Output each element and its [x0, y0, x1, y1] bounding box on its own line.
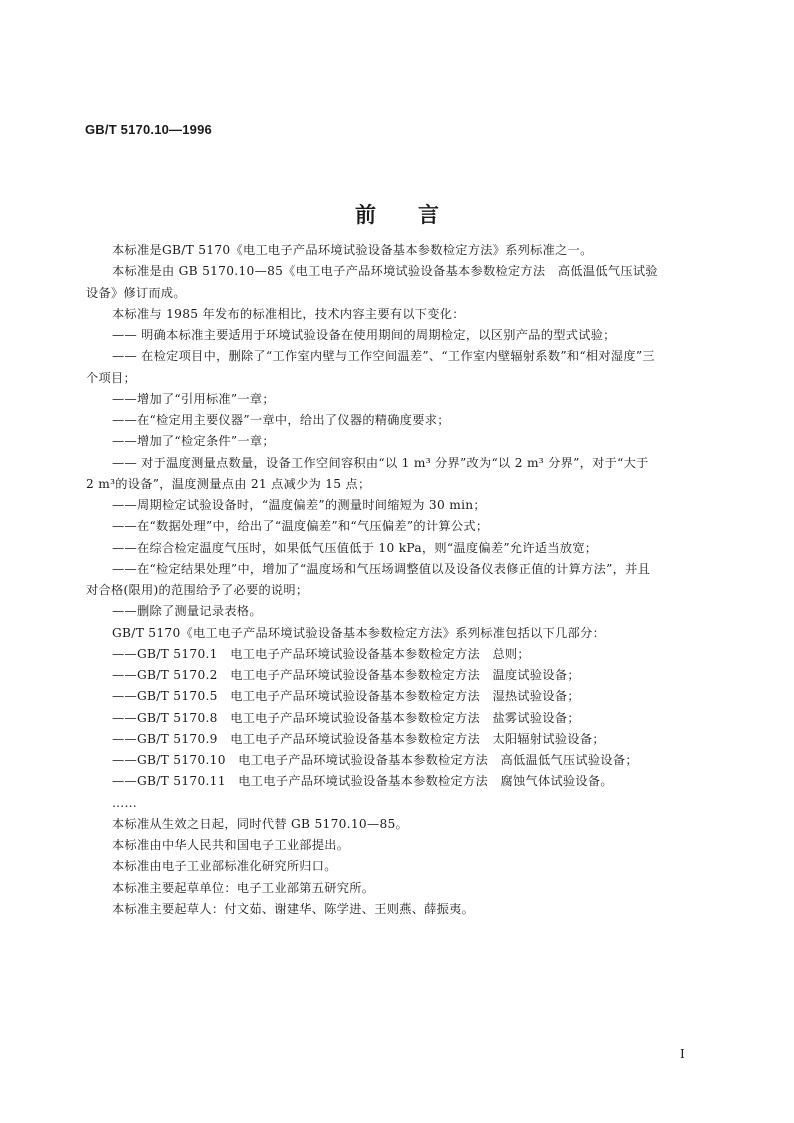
list-item-continuation: 个项目； — [86, 370, 136, 385]
standard-part-item: ——GB/T 5170.11 电工电子产品环境试验设备基本参数检定方法 腐蚀气体试验设备。 — [112, 774, 613, 789]
paragraph-line: 设备》修订而成。 — [86, 285, 186, 300]
standard-part-item: ——GB/T 5170.10 电工电子产品环境试验设备基本参数检定方法 高低温低气压试验设备； — [112, 753, 638, 767]
paragraph-line: 本标准是由 GB 5170.10—85《电工电子产品环境试验设备基本参数检定方法 高低温低气压试验 — [112, 264, 658, 279]
standard-part-item: ——GB/T 5170.9 电工电子产品环境试验设备基本参数检定方法 太阳辐射试验设备； — [112, 731, 605, 746]
title-char-2: 言 — [418, 203, 439, 227]
list-item-continuation: 对合格(限用)的范围给予了必要的说明； — [86, 583, 309, 597]
paragraph-line: 本标准主要起草单位：电子工业部第五研究所。 — [112, 880, 375, 895]
standard-code: GB/T 5170.10—1996 — [85, 122, 212, 137]
list-item: —— 明确本标准主要适用于环境试验设备在使用期间的周期检定，以区别产品的型式试验； — [112, 328, 616, 342]
paragraph-line: 本标准由中华人民共和国电子工业部提出。 — [112, 838, 350, 852]
title-char-1: 前 — [355, 203, 376, 227]
standard-part-item: ——GB/T 5170.8 电工电子产品环境试验设备基本参数检定方法 盐雾试验设备； — [112, 710, 580, 725]
paragraph-line: 本标准是GB/T 5170《电工电子产品环境试验设备基本参数检定方法》系列标准之一。 — [112, 243, 593, 257]
list-item: ——在“检定用主要仪器”一章中，给出了仪器的精确度要求； — [112, 413, 450, 427]
list-item: ——在“数据处理”中，给出了“温度偏差”和“气压偏差”的计算公式； — [112, 519, 489, 534]
paragraph-line: 本标准与 1985 年发布的标准相比，技术内容主要有以下变化： — [112, 306, 465, 321]
list-item: —— 在检定项目中，删除了“工作室内壁与工作空间温差”、“工作室内壁辐射系数”和“相对湿度”三 — [112, 349, 655, 364]
standard-part-item: ——GB/T 5170.5 电工电子产品环境试验设备基本参数检定方法 湿热试验设备； — [112, 689, 580, 704]
list-item: ——增加了“检定条件”一章； — [112, 434, 275, 449]
list-item: ——删除了测量记录表格。 — [112, 604, 262, 619]
list-item: ——在综合检定温度气压时，如果低气压值低于 10 kPa，则“温度偏差”允许适当放宽； — [112, 540, 598, 555]
paragraph-line: 本标准从生效之日起，同时代替 GB 5170.10—85。 — [112, 816, 409, 831]
list-item: ——周期检定试验设备时，“温度偏差”的测量时间缩短为 30 min； — [112, 498, 486, 512]
paragraph-line: 本标准由电子工业部标准化研究所归口。 — [112, 859, 337, 874]
standard-part-item: ——GB/T 5170.2 电工电子产品环境试验设备基本参数检定方法 温度试验设备； — [112, 668, 580, 682]
paragraph-line: 本标准主要起草人：付文茹、谢建华、陈学进、王则燕、薛振夷。 — [112, 901, 475, 916]
page-number: I — [680, 1047, 685, 1061]
paragraph-line: GB/T 5170《电工电子产品环境试验设备基本参数检定方法》系列标准包括以下几部分： — [112, 625, 606, 640]
ellipsis: …… — [112, 795, 137, 810]
page-title — [0, 199, 794, 229]
foreword-body — [86, 240, 698, 920]
list-item: —— 对于温度测量点数量，设备工作空间容积由“以 1 m³ 分界”改为“以 2 m³ 分界”，对于“大于 — [112, 455, 649, 470]
list-item: ——增加了“引用标准”一章； — [112, 391, 275, 406]
standard-part-item: ——GB/T 5170.1 电工电子产品环境试验设备基本参数检定方法 总则； — [112, 646, 530, 661]
list-item: ——在“检定结果处理”中，增加了“温度场和气压场调整值以及设备仪表修正值的计算方法”，并且 — [112, 561, 651, 576]
list-item-continuation: 2 m³的设备”，温度测量点由 21 点减少为 15 点； — [86, 476, 371, 491]
